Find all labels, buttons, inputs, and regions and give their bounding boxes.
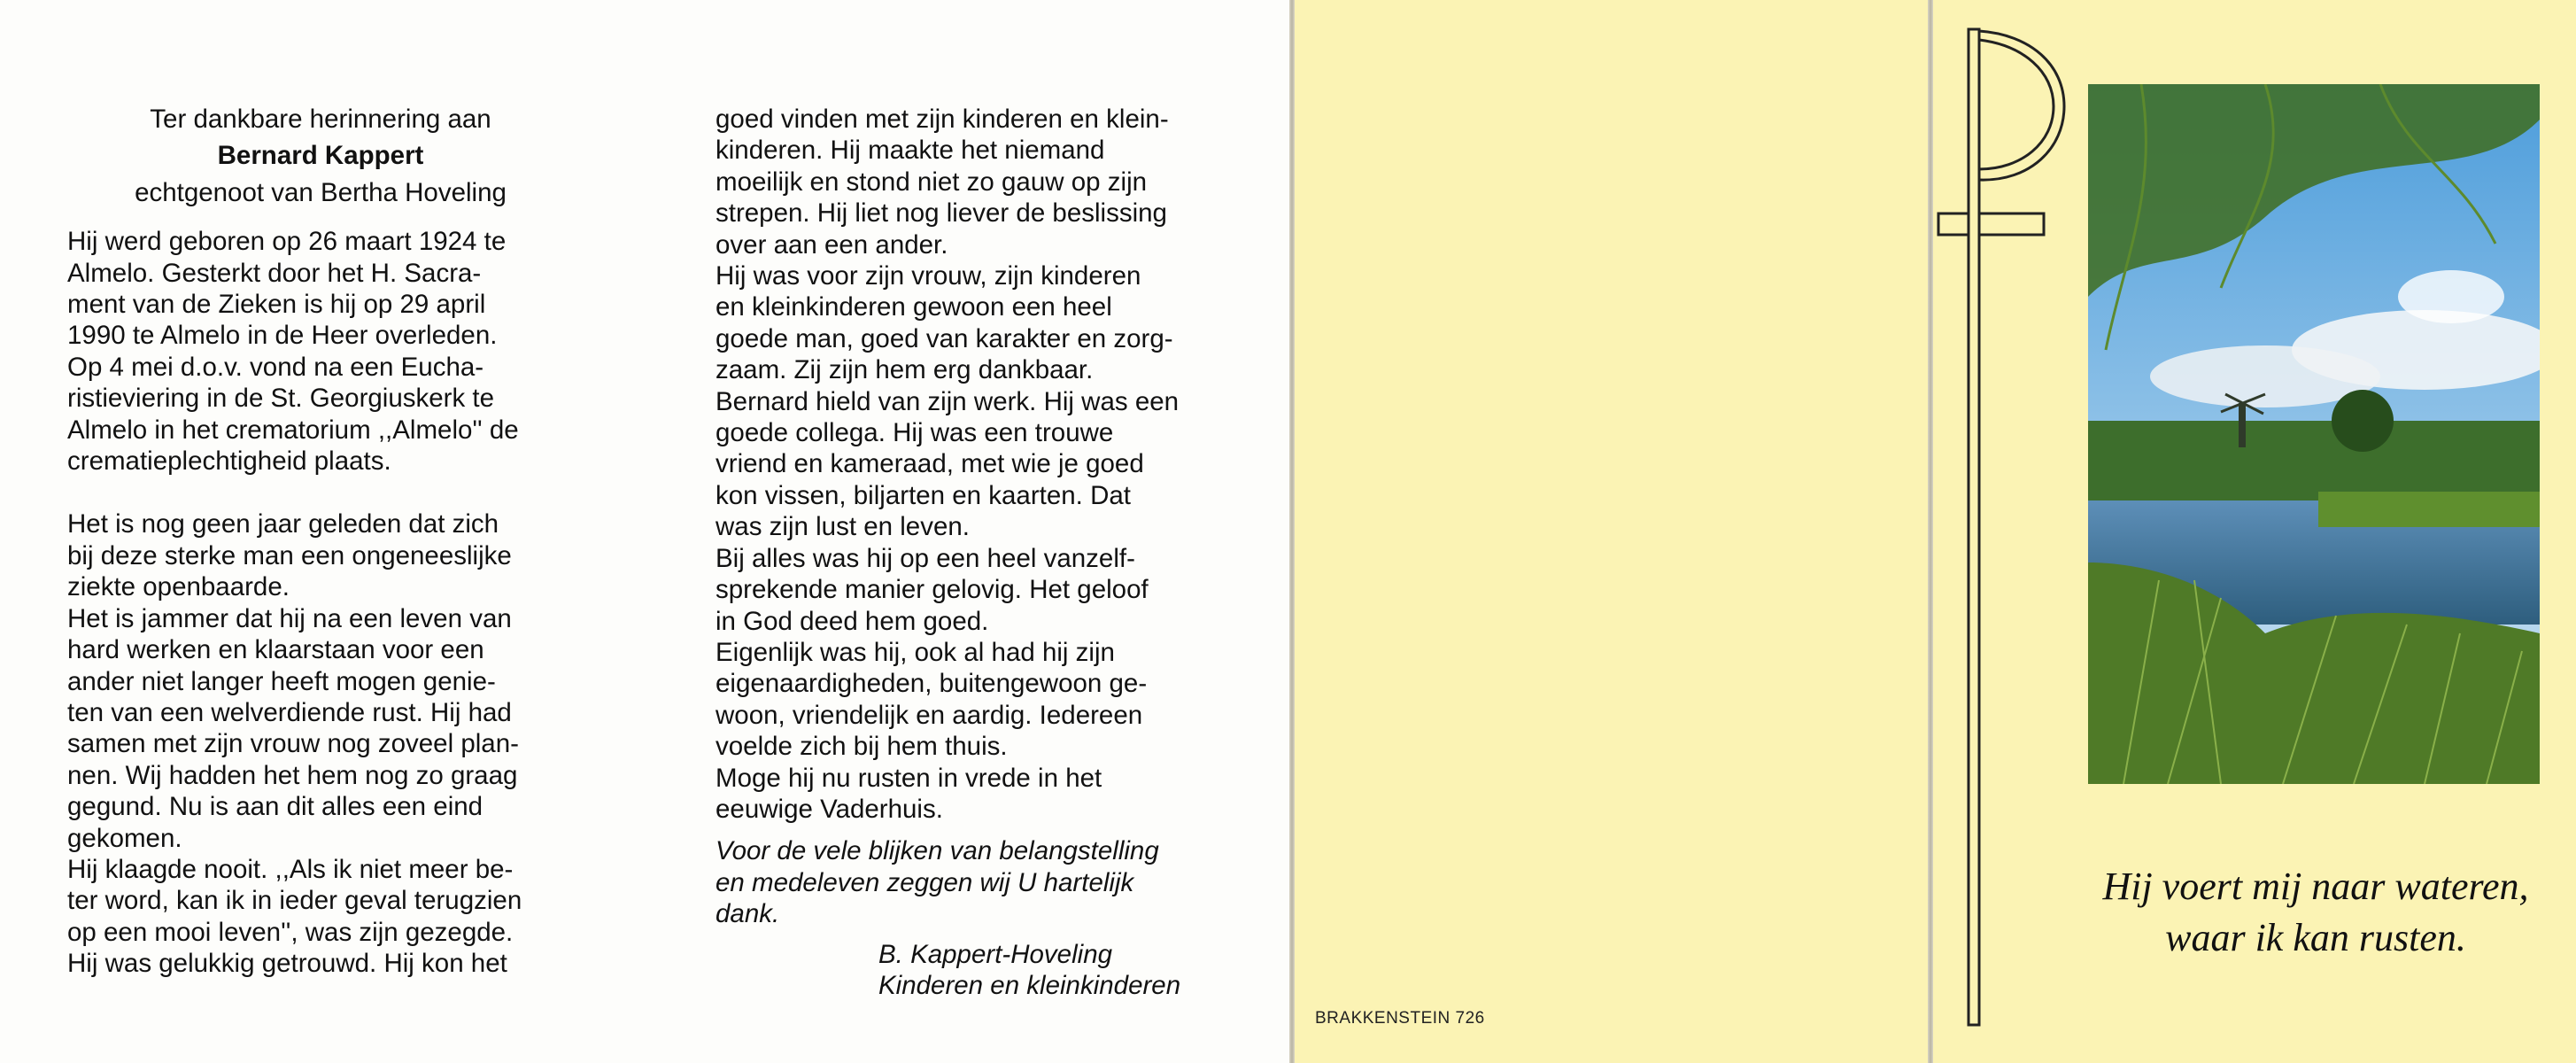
text-line: zaam. Zij zijn hem erg dankbaar.: [716, 355, 1094, 385]
text-line: Het is jammer dat hij na een leven van: [67, 603, 512, 633]
signature-line: B. Kappert-Hoveling: [878, 939, 1113, 969]
verse: [2063, 861, 2568, 964]
text-line: moeilijk en stond niet zo gauw op zijn: [716, 167, 1148, 197]
text-line: ter word, kan ik in ieder geval terugzien: [67, 886, 522, 916]
text-line: in God deed hem goed.: [716, 606, 989, 636]
chi-rho-cross-icon: [1933, 22, 2075, 1032]
deceased-name: Bernard Kappert: [217, 141, 424, 171]
text-line: ziekte openbaarde.: [67, 572, 290, 602]
text-line: hard werken en klaarstaan voor een: [67, 635, 484, 665]
text-line: 1990 te Almelo in de Heer overleden.: [67, 321, 498, 351]
text-line: Het is nog geen jaar geleden dat zich: [67, 509, 499, 539]
signature-line: Kinderen en kleinkinderen: [878, 970, 1181, 1000]
text-line: gekomen.: [67, 823, 182, 853]
verse-line: waar ik kan rusten.: [2165, 916, 2466, 959]
text-line: woon, vriendelijk en aardig. Iedereen: [716, 700, 1143, 730]
text-line: over aan een ander.: [716, 229, 948, 260]
text-line: samen met zijn vrouw nog zoveel plan-: [67, 729, 519, 759]
text-line: Hij was gelukkig getrouwd. Hij kon het: [67, 949, 507, 979]
text-line: voelde zich bij hem thuis.: [716, 732, 1008, 762]
verse-line: Hij voert mij naar wateren,: [2102, 865, 2529, 908]
text-line: crematieplechtigheid plaats.: [67, 446, 391, 477]
text-line: en kleinkinderen gewoon een heel: [716, 292, 1112, 322]
text-line: Hij was voor zijn vrouw, zijn kinderen: [716, 261, 1141, 291]
text-line: ander niet langer heeft mogen genie-: [67, 666, 496, 696]
text-line: dank.: [716, 899, 780, 929]
text-line: en medeleven zeggen wij U hartelijk: [716, 867, 1134, 897]
text-line: goede collega. Hij was een trouwe: [716, 418, 1114, 448]
left-text-column: [67, 104, 574, 980]
text-line: bij deze sterke man een ongeneeslijke: [67, 540, 512, 570]
text-line: Eigenlijk was hij, ook al had hij zijn: [716, 637, 1115, 667]
text-line: Hij werd geboren op 26 maart 1924 te: [67, 227, 507, 257]
text-line: Bernard hield van zijn werk. Hij was een: [716, 386, 1180, 416]
text-line: gegund. Nu is aan dit alles een eind: [67, 792, 483, 822]
text-line: op een mooi leven'', was zijn gezegde.: [67, 917, 514, 947]
text-line: nen. Wij hadden het hem nog zo graag: [67, 760, 518, 790]
spouse-line: echtgenoot van Bertha Hoveling: [135, 177, 507, 207]
text-line: Hij klaagde nooit. ,,Als ik niet meer be-: [67, 854, 514, 884]
signature-block: [716, 939, 1222, 1002]
card-back-panel: [1295, 0, 1928, 1063]
text-line: Almelo in het crematorium ,,Almelo'' de: [67, 415, 519, 445]
text-line: ristieviering in de St. Georgiuskerk te: [67, 384, 495, 414]
text-line: Bij alles was hij op een heel vanzelf-: [716, 543, 1135, 573]
biography-paragraph-1: [67, 226, 574, 477]
biography-paragraph-3: [716, 104, 1222, 825]
text-line: kon vissen, biljarten en kaarten. Dat: [716, 480, 1131, 510]
text-line: goed vinden met zijn kinderen en klein-: [716, 105, 1169, 134]
text-line: sprekende manier gelovig. Het geloof: [716, 575, 1149, 605]
publisher-code: BRAKKENSTEIN 726: [1315, 1009, 1485, 1028]
text-line: vriend en kameraad, met wie je goed: [716, 449, 1144, 479]
text-line: was zijn lust en leven.: [716, 512, 970, 542]
text-line: Moge hij nu rusten in vrede in het: [716, 763, 1102, 793]
text-line: Voor de vele blijken van belangstelling: [716, 836, 1159, 866]
text-line: Op 4 mei d.o.v. vond na een Eucha-: [67, 352, 484, 382]
text-line: eigenaardigheden, buitengewoon ge-: [716, 669, 1148, 699]
thanks-paragraph: [716, 835, 1222, 929]
intro-line: Ter dankbare herinnering aan: [150, 105, 491, 134]
text-line: ten van een welverdiende rust. Hij had: [67, 697, 512, 727]
text-line: goede man, goed van karakter en zorg-: [716, 323, 1173, 353]
landscape-photo: [2088, 84, 2540, 784]
right-text-column: [716, 104, 1222, 1001]
text-line: Almelo. Gesterkt door het H. Sacra-: [67, 258, 482, 288]
text-line: ment van de Zieken is hij op 29 april: [67, 290, 486, 320]
text-line: kinderen. Hij maakte het niemand: [716, 136, 1105, 166]
text-line: strepen. Hij liet nog liever de beslissing: [716, 198, 1167, 229]
text-line: eeuwige Vaderhuis.: [716, 794, 943, 824]
biography-paragraph-2: [67, 508, 574, 979]
